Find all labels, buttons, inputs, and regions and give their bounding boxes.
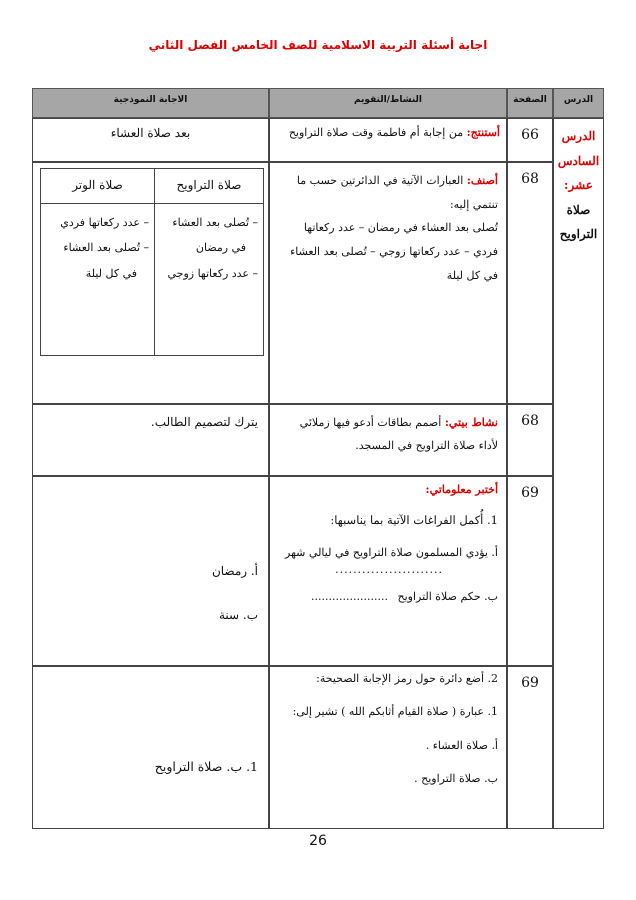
answer-text: يترك لتصميم الطالب. bbox=[150, 415, 258, 429]
header-lesson: الدرس bbox=[553, 88, 604, 118]
answer-cell bbox=[32, 404, 269, 476]
lesson-cell bbox=[553, 118, 604, 829]
witr-item: في كل ليلة bbox=[85, 266, 137, 280]
witr-item: – تُصلى بعد العشاء bbox=[63, 241, 149, 255]
col-tarawih-header: صلاة التراويح bbox=[154, 168, 264, 204]
lesson-line2: السادس bbox=[557, 153, 600, 168]
activity-cell bbox=[269, 666, 507, 829]
page-number-cell: 66 bbox=[507, 118, 553, 162]
tarawih-item: – تُصلى بعد العشاء bbox=[172, 216, 258, 229]
answer-cell bbox=[32, 666, 269, 829]
answer-cell bbox=[32, 162, 269, 404]
col-witr-header: صلاة الوتر bbox=[40, 168, 155, 204]
activity-cell bbox=[269, 162, 507, 404]
activity-text: العبارات الآتية في الدائرتين حسب ما تنتمي إليه: bbox=[296, 174, 498, 211]
page-number-cell: 69 bbox=[507, 476, 553, 666]
lesson-line1: الدرس bbox=[561, 129, 596, 143]
activity-cell bbox=[269, 476, 507, 666]
activity-cell bbox=[269, 118, 507, 162]
option-b: ب. صلاة التراويح . bbox=[414, 772, 498, 786]
activity-label: نشاط بيتي: bbox=[444, 416, 498, 429]
activity-label: أختبر معلوماتي: bbox=[425, 483, 498, 496]
question-1: 1. أُكمل الفراغات الآتية بما يناسبها: bbox=[330, 513, 498, 528]
page-title: اجابة أسئلة التربية الاسلامية للصف الخامس الفصل الثاني bbox=[148, 38, 488, 52]
answer-cell bbox=[32, 476, 269, 666]
page-number: 26 bbox=[309, 833, 327, 849]
activity-label: أصنف: bbox=[466, 174, 498, 187]
question-1b bbox=[278, 588, 498, 605]
page-number-cell: 68 bbox=[507, 404, 553, 476]
page-number-cell: 69 bbox=[507, 666, 553, 829]
witr-item: – عدد ركعاتها فردي bbox=[60, 216, 149, 229]
activity-label: أستنتج: bbox=[466, 126, 500, 139]
question-1a: أ. يؤدي المسلمون صلاة التراويح في ليالي شهر bbox=[285, 545, 498, 559]
question-1b-dots: ...................... bbox=[311, 589, 388, 603]
answer-a: أ. رمضان bbox=[211, 564, 258, 578]
option-a: أ. صلاة العشاء . bbox=[425, 738, 498, 752]
answer-b: ب. سنة bbox=[218, 608, 258, 622]
lesson-line3: عشر: bbox=[564, 178, 593, 193]
lesson-line5: التراويح bbox=[559, 227, 598, 242]
answer-text: بعد صلاة العشاء bbox=[110, 126, 191, 140]
col-witr-body bbox=[40, 203, 155, 356]
question-1b-text: ب. حكم صلاة التراويح bbox=[397, 589, 498, 603]
header-answer: الاجابة النموذجية bbox=[32, 88, 269, 118]
question-2-1: 1. عبارة ( صلاة القيام أثابكم الله ) تشير إلى: bbox=[292, 705, 498, 719]
activity-text: من إجابة أم فاطمة وقت صلاة التراويح bbox=[288, 126, 467, 139]
activity-text-items: تُصلى بعد العشاء في رمضان – عدد ركعاتها فردي – عدد ركعاتها زوجي – تُصلى بعد العشاء في كل ليلة bbox=[290, 221, 498, 282]
question-2: 2. أضع دائرة حول رمز الإجابة الصحيحة: bbox=[316, 672, 498, 685]
header-page: الصفحة bbox=[507, 88, 553, 118]
answer-table bbox=[32, 88, 604, 829]
lesson-line4: صلاة bbox=[566, 202, 591, 217]
tarawih-item: – عدد ركعاتها زوجي bbox=[167, 266, 258, 280]
col-tarawih-body bbox=[154, 203, 264, 356]
page-number-cell: 68 bbox=[507, 162, 553, 404]
tarawih-item: في رمضان bbox=[195, 241, 246, 255]
header-activity: النشاط/التقويم bbox=[269, 88, 507, 118]
answer-text: 1. ب. صلاة التراويح bbox=[154, 759, 258, 774]
activity-text: أصمم بطاقات أدعو فيها زملائي لأداء صلاة التراويح في المسجد. bbox=[299, 416, 498, 453]
question-1a-dots: ........................ bbox=[335, 562, 443, 576]
answer-cell bbox=[32, 118, 269, 162]
activity-cell bbox=[269, 404, 507, 476]
